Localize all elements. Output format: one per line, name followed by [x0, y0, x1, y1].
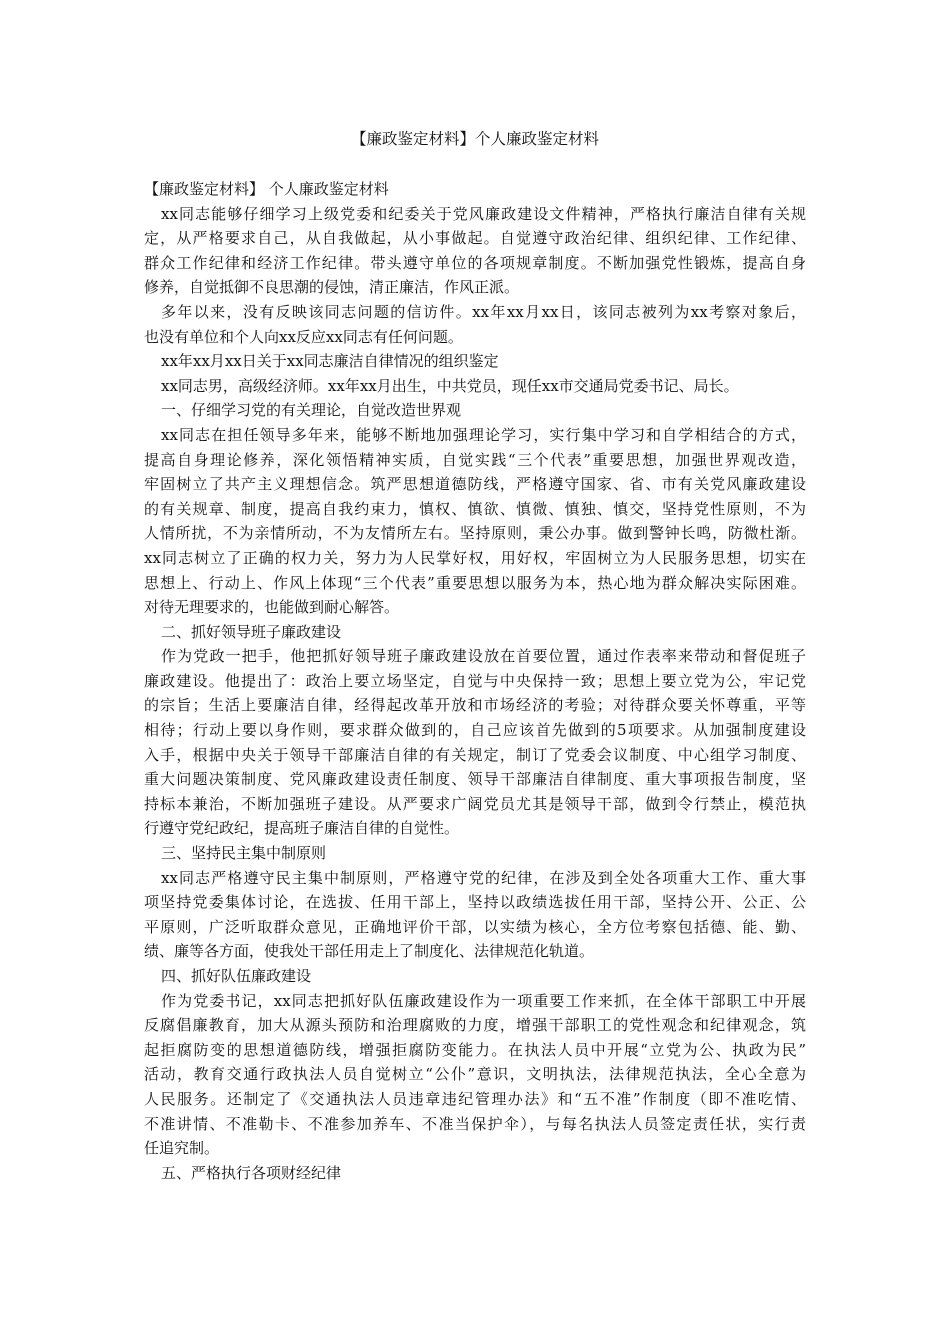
- text-line: 重大问题决策制度、党风廉政建设责任制度、领导干部廉洁自律制度、重大事项报告制度，坚: [144, 770, 806, 789]
- text-line: 一、仔细学习党的有关理论，自觉改造世界观: [161, 401, 462, 420]
- text-line: xx同志男，高级经济师。xx年xx月出生，中共党员，现任xx市交通局党委书记、局长。: [161, 376, 739, 395]
- text-line: 多年以来，没有反映该同志问题的信访件。xx年xx月xx日，该同志被列为xx考察对象后，: [161, 302, 806, 321]
- text-line: 群众工作纪律和经济工作纪律。带头遵守单位的各项规章制度。不断加强党性锻炼，提高自身: [144, 253, 806, 272]
- text-line: xx同志能够仔细学习上级党委和纪委关于党风廉政建设文件精神，严格执行廉洁自律有关规: [161, 204, 806, 223]
- text-line: 【廉政鉴定材料】 个人廉政鉴定材料: [144, 180, 389, 198]
- text-line: 入手，根据中央关于领导干部廉洁自律的有关规定，制订了党委会议制度、中心组学习制度、: [144, 745, 806, 764]
- document-title: 【廉政鉴定材料】个人廉政鉴定材料: [350, 130, 599, 148]
- text-line: xx年xx月xx日关于xx同志廉洁自律情况的组织鉴定: [161, 352, 499, 371]
- text-line: 提高自身理论修养，深化领悟精神实质，自觉实践“三个代表”重要思想，加强世界观改造，: [144, 450, 806, 469]
- text-line: xx同志树立了正确的权力关，努力为人民掌好权，用好权，牢固树立为人民服务思想，切实在: [144, 548, 806, 567]
- text-line: xx同志严格遵守民主集中制原则，严格遵守党的纪律，在涉及到全处各项重大工作、重大事: [161, 868, 806, 887]
- text-line: 廉政建设。他提出了：政治上要立场坚定，自觉与中央保持一致；思想上要立党为公，牢记党: [144, 671, 806, 690]
- text-line: 的有关规章、制度，提高自我约束力，慎权、慎欲、慎微、慎独、慎交，坚持党性原则，不为: [144, 499, 806, 518]
- text-line: xx同志在担任领导多年来，能够不断地加强理论学习，实行集中学习和自学相结合的方式，: [161, 425, 806, 444]
- text-line: 五、严格执行各项财经纪律: [161, 1163, 342, 1182]
- text-line: 作为党政一把手，他把抓好领导班子廉政建设放在首要位置，通过作表率来带动和督促班子: [161, 647, 806, 666]
- text-line: 行遵守党纪政纪，提高班子廉洁自律的自觉性。: [144, 819, 460, 838]
- text-line: 任追究制。: [144, 1139, 220, 1158]
- text-line: 作为党委书记，xx同志把抓好队伍廉政建设作为一项重要工作来抓，在全体干部职工中开展: [161, 991, 806, 1010]
- text-line: 人情所扰，不为亲情所动，不为友情所左右。坚持原则，秉公办事。做到警钟长鸣，防微杜渐。: [144, 524, 806, 543]
- text-line: 三、坚持民主集中制原则: [161, 844, 327, 863]
- text-line: 四、抓好队伍廉政建设: [161, 967, 312, 985]
- text-line: 活动，教育交通行政执法人员自觉树立“公仆”意识，文明执法，法律规范执法，全心全意为: [144, 1065, 806, 1084]
- text-line: 牢固树立了共产主义理想信念。筑严思想道德防线，严格遵守国家、省、市有关党风廉政建设: [144, 475, 806, 494]
- document-body: [144, 177, 806, 1185]
- text-line: 反腐倡廉教育，加大从源头预防和治理腐败的力度，增强干部职工的党性观念和纪律观念，筑: [144, 1016, 806, 1035]
- text-line: 的宗旨；生活上要廉洁自律，经得起改革开放和市场经济的考验；对待群众要关怀尊重，平等: [144, 696, 806, 715]
- text-line: 绩、廉等各方面，使我处干部任用走上了制度化、法律规范化轨道。: [144, 942, 595, 961]
- text-line: 人民服务。还制定了《交通执法人员违章违纪管理办法》和“五不准”作制度（即不准吃情、: [144, 1089, 806, 1108]
- text-line: 修养，自觉抵御不良思潮的侵蚀，清正廉洁，作风正派。: [144, 278, 520, 297]
- text-line: 持标本兼治，不断加强班子建设。从严要求广阔党员尤其是领导干部，做到令行禁止，模范执: [144, 794, 806, 813]
- text-line: 思想上、行动上、作风上体现“三个代表”重要思想以服务为本，热心地为群众解决实际困难。: [144, 573, 806, 592]
- text-line: 相待；行动上要以身作则，要求群众做到的，自己应该首先做到的5项要求。从加强制度建设: [144, 721, 806, 740]
- text-line: 项坚持党委集体讨论，在选拔、任用干部上，坚持以政绩选拔任用干部，坚持公开、公正、公: [144, 893, 806, 912]
- text-line: 不准讲情、不准勒卡、不准参加养车、不准当保护伞），与每名执法人员签定责任状，实行责: [144, 1114, 806, 1133]
- text-line: 二、抓好领导班子廉政建设: [161, 622, 342, 641]
- text-line: 平原则，广泛听取群众意见，正确地评价干部，以实绩为核心，全方位考察包括德、能、勤、: [144, 917, 806, 936]
- text-line: 起拒腐防变的思想道德防线，增强拒腐防变能力。在执法人员中开展“立党为公、执政为民”: [144, 1040, 806, 1059]
- text-line: 也没有单位和个人向xx反应xx同志有任何问题。: [144, 327, 463, 346]
- text-line: 定，从严格要求自己，从自我做起，从小事做起。自觉遵守政治纪律、组织纪律、工作纪律、: [144, 229, 806, 248]
- text-line: 对待无理要求的，也能做到耐心解答。: [144, 598, 400, 617]
